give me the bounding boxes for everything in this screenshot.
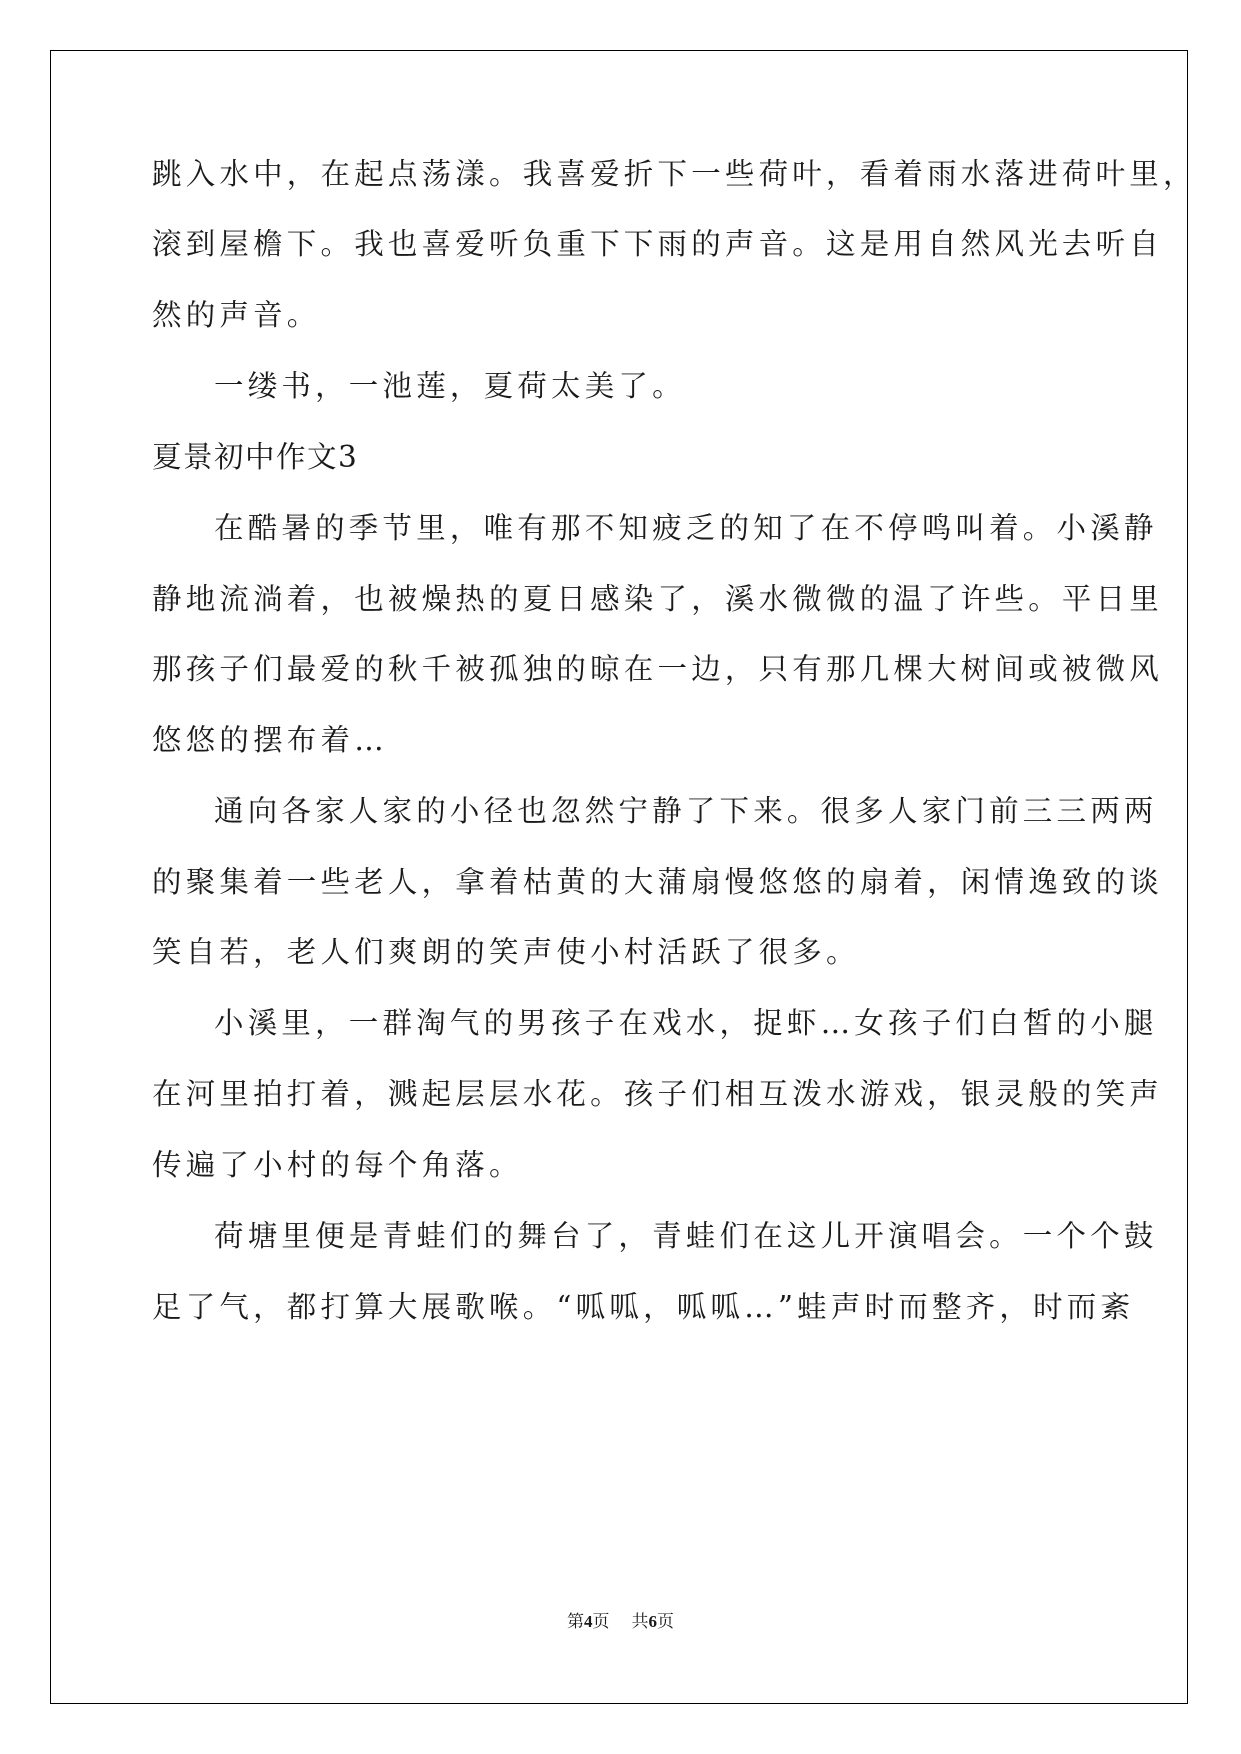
text-line: 滚到屋檐下。我也喜爱听负重下下雨的声音。这是用自然风光去听自 — [152, 227, 1164, 261]
footer-total-suffix: 页 — [657, 1612, 674, 1631]
text-line: 笑自若，老人们爽朗的笑声使小村活跃了很多。 — [152, 935, 860, 969]
text-line: 荷塘里便是青蛙们的舞台了，青蛙们在这儿开演唱会。一个个鼓 — [214, 1219, 1158, 1253]
footer-total-prefix: 共 — [631, 1612, 649, 1631]
text-line: 传遍了小村的每个角落。 — [152, 1148, 523, 1182]
text-line: 一缕书，一池莲，夏荷太美了。 — [214, 369, 686, 403]
text-line: 悠悠的摆布着… — [152, 723, 388, 757]
section-heading: 夏景初中作文3 — [152, 440, 359, 474]
current-page-number: 4 — [584, 1612, 593, 1631]
footer-prefix: 第 — [567, 1612, 584, 1631]
text-line: 的聚集着一些老人，拿着枯黄的大蒲扇慢悠悠的扇着，闲情逸致的谈 — [152, 865, 1164, 899]
page-footer — [0, 1610, 1241, 1634]
text-line: 那孩子们最爱的秋千被孤独的晾在一边，只有那几棵大树间或被微风 — [152, 652, 1164, 686]
text-line: 静地流淌着，也被燥热的夏日感染了，溪水微微的温了许些。平日里 — [152, 582, 1164, 616]
footer-page-word: 页 — [592, 1612, 610, 1631]
text-line: 然的声音。 — [152, 298, 321, 332]
text-line: 通向各家人家的小径也忽然宁静了下来。很多人家门前三三两两 — [214, 794, 1158, 828]
text-line: 足了气，都打算大展歌喉。“呱呱，呱呱…”蛙声时而整齐，时而紊 — [152, 1290, 1135, 1324]
total-pages-number: 6 — [648, 1612, 657, 1631]
text-line: 在酷暑的季节里，唯有那不知疲乏的知了在不停鸣叫着。小溪静 — [214, 511, 1158, 545]
text-line: 跳入水中，在起点荡漾。我喜爱折下一些荷叶，看着雨水落进荷叶里， — [152, 157, 1197, 191]
text-line: 小溪里，一群淘气的男孩子在戏水，捉虾…女孩子们白皙的小腿 — [214, 1006, 1158, 1040]
text-line: 在河里拍打着，溅起层层水花。孩子们相互泼水游戏，银灵般的笑声 — [152, 1077, 1164, 1111]
